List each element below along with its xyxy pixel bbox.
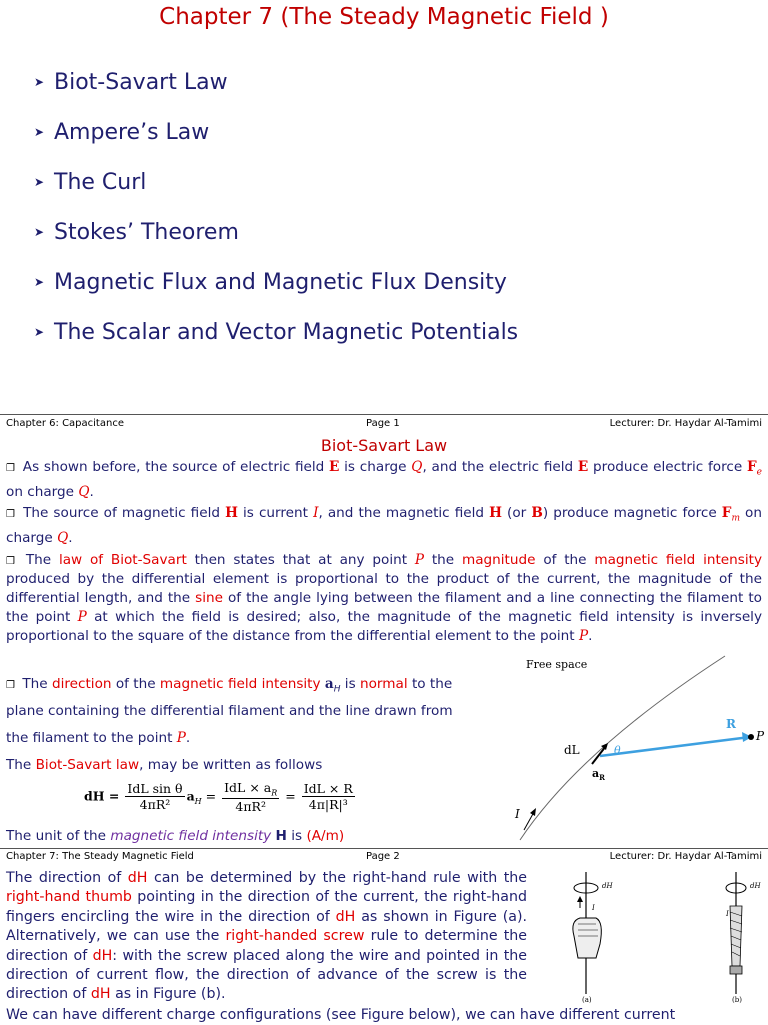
current-label: I bbox=[515, 807, 520, 821]
filament-curve bbox=[520, 656, 725, 840]
topic-item bbox=[34, 170, 146, 195]
charge-configurations-paragraph: We can have different charge configurations (see Figure below), we can have different current bbox=[6, 1007, 676, 1023]
footer-page-number: Page 2 bbox=[366, 851, 400, 862]
footer-left: Chapter 7: The Steady Magnetic Field bbox=[6, 851, 194, 862]
footer-right: Lecturer: Dr. Haydar Al-Tamimi bbox=[609, 851, 762, 862]
section-title: Biot-Savart Law bbox=[320, 436, 448, 455]
topic-label: Ampere’s Law bbox=[54, 120, 210, 145]
figure-b-current-label: I bbox=[726, 910, 729, 918]
footer-page-number: Page 1 bbox=[366, 418, 400, 429]
footer-left: Chapter 6: Capacitance bbox=[6, 418, 124, 429]
topic-label: Magnetic Flux and Magnetic Flux Density bbox=[54, 270, 507, 295]
current-arrowhead-icon bbox=[530, 808, 536, 816]
topic-label: Stokes’ Theorem bbox=[54, 220, 239, 245]
equation-fraction: $\frac{\text{IdL × R}}{\text{4π|R|³}}$ bbox=[303, 781, 353, 813]
arrow-bullet-icon: ➤ bbox=[34, 225, 45, 239]
page-divider bbox=[0, 848, 768, 849]
topic-label: The Curl bbox=[54, 170, 147, 195]
figure-b-screw-icon bbox=[726, 872, 746, 994]
bullet-paragraph-4: ❒ The direction of the magnetic field intensity $a_H$ is normal to the bbox=[6, 675, 506, 700]
topic-item bbox=[34, 70, 228, 95]
dl-label: dL bbox=[564, 743, 580, 757]
figure-b-dh-label: dH bbox=[750, 882, 761, 890]
equation-fraction: $\frac{IdL \times a_R}{\text{4πR²}}$ bbox=[224, 780, 278, 814]
figure-label-free-space: Free space bbox=[526, 658, 588, 671]
topic-item bbox=[34, 320, 518, 345]
arrow-bullet-icon: ➤ bbox=[34, 125, 45, 139]
page-divider bbox=[0, 414, 768, 415]
biot-savart-figure bbox=[500, 650, 768, 850]
square-bullet-icon bbox=[6, 459, 18, 471]
square-bullet-icon bbox=[6, 676, 18, 688]
figure-a-current-label: I bbox=[592, 904, 595, 912]
bullet-paragraph-2: ❒ The source of magnetic field H is current I, and the magnetic field H (or B) produce magnetic force $F_m$ on charge Q. bbox=[6, 504, 762, 548]
biot-savart-intro: The Biot-Savart law, may be written as follows bbox=[6, 757, 323, 773]
topic-item bbox=[34, 270, 507, 295]
footer-right: Lecturer: Dr. Haydar Al-Tamimi bbox=[609, 418, 762, 429]
right-hand-rule-figure bbox=[560, 866, 768, 1006]
unit-statement: The unit of the magnetic field intensity H is (A/m) bbox=[6, 828, 345, 844]
arrow-bullet-icon: ➤ bbox=[34, 275, 45, 289]
biot-savart-equation: dH = $\frac{\text{IdL sin θ}}{\text{4πR²}}$ $a_H$ = $\frac{IdL \times a_R}{\text{4πR²}}$ = $\frac{\text{IdL × R}}{\text{4π|R|³}}$ bbox=[84, 780, 353, 814]
page-title: Chapter 7 (The Steady Magnetic Field ) bbox=[159, 4, 609, 30]
vector-r-label: R bbox=[726, 717, 736, 731]
arrow-bullet-icon: ➤ bbox=[34, 75, 45, 89]
figure-a-hand-icon bbox=[573, 872, 601, 994]
point-p bbox=[748, 734, 754, 740]
point-p-label: P bbox=[756, 729, 765, 743]
arrow-bullet-icon: ➤ bbox=[34, 175, 45, 189]
paragraph-line: plane containing the differential filament and the line drawn from bbox=[6, 703, 453, 719]
figure-a-caption: (a) bbox=[582, 996, 592, 1004]
right-hand-rule-paragraph: The direction of dH can be determined by the right-hand rule with the right-hand thumb pointing in the direction of the current, the right-hand fingers encircling the wire in the direction of dH as shown in Figure (a). Alternatively, we can use the right-handed screw rule to determine the direction of dH: with the screw placed along the wire and pointed in the direction of current flow, the direction of advance of the screw is the direction of dH as in Figure (b). bbox=[6, 870, 528, 1003]
ar-label: $a_R$ bbox=[592, 767, 605, 782]
square-bullet-icon bbox=[6, 505, 18, 517]
arrow-bullet-icon: ➤ bbox=[34, 325, 45, 339]
square-bullet-icon bbox=[6, 552, 18, 564]
equation-fraction: $\frac{\text{IdL sin θ}}{\text{4πR²}}$ bbox=[127, 781, 183, 813]
paragraph-line: the filament to the point P. bbox=[6, 730, 191, 746]
topic-label: Biot-Savart Law bbox=[54, 70, 228, 95]
vector-r-arrow bbox=[600, 737, 750, 756]
topic-label: The Scalar and Vector Magnetic Potentials bbox=[54, 320, 519, 345]
topic-item bbox=[34, 120, 209, 145]
bullet-paragraph-1: ❒ As shown before, the source of electric field E is charge Q, and the electric field E produce electric force $F_e$ on charge Q. bbox=[6, 458, 762, 502]
figure-a-dh-label: dH bbox=[602, 882, 613, 890]
topic-item bbox=[34, 220, 239, 245]
bullet-paragraph-3: ❒ The law of Biot-Savart then states that at any point P the magnitude of the magnetic field intensity produced by the differential element is proportional to the product of the current, the magnitude of the differential length, and the sine of the angle lying between the filament and a line connecting the filament to the point P at which the field is desired; also, the magnitude of the magnetic field intensity is inversely proportional to the square of the distance from the differential element to the point P. bbox=[6, 551, 762, 646]
theta-label: θ bbox=[614, 744, 621, 757]
figure-b-caption: (b) bbox=[732, 996, 742, 1004]
